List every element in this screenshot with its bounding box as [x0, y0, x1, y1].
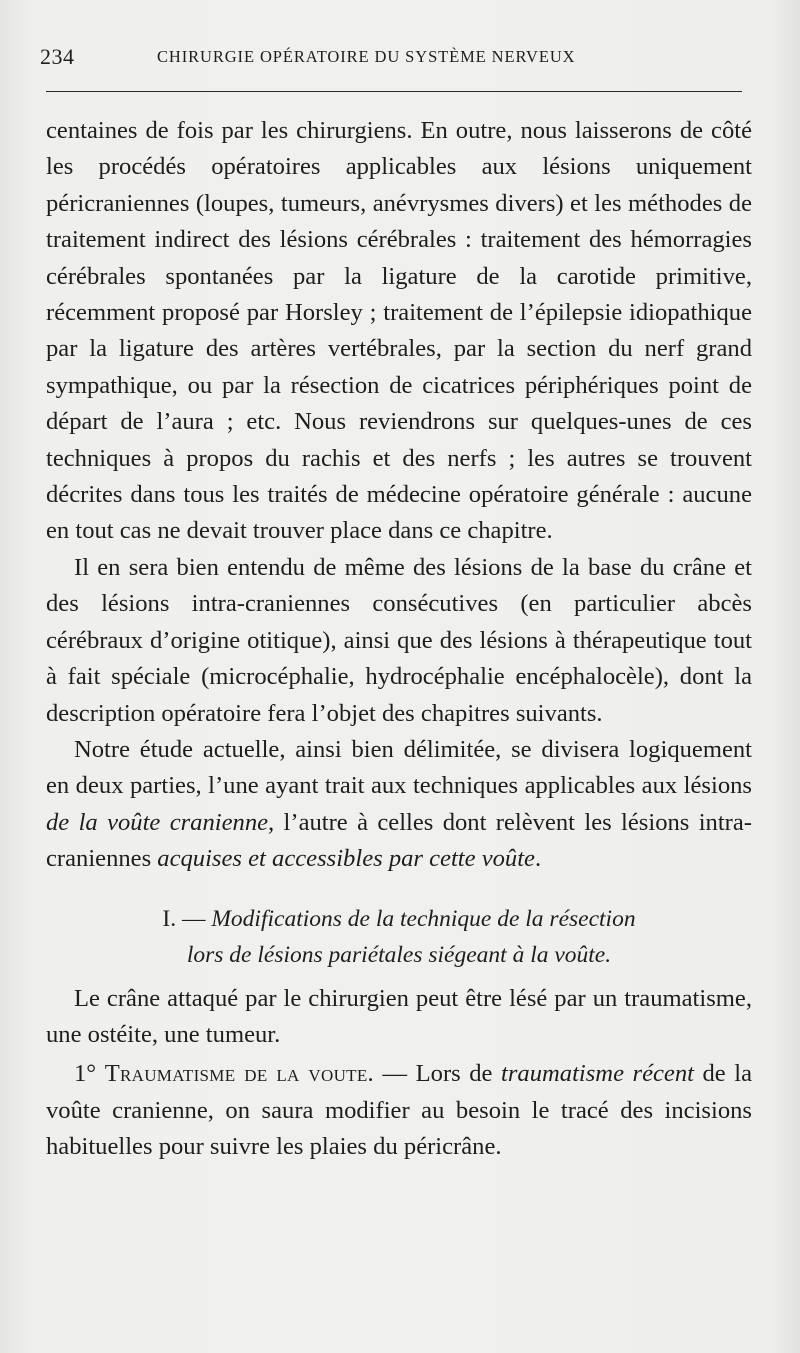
section-numeral: I. —	[162, 905, 206, 932]
paragraph-study-division	[46, 732, 752, 878]
paragraph-study-middle: l’autre à celles dont relèvent les lésions intra-craniennes	[46, 808, 752, 873]
section-heading	[46, 901, 752, 973]
section-title-line-1: Modifications de la technique de la résection	[211, 905, 636, 932]
trauma-text: de la voûte cranienne, on saura modifier au besoin le tracé des incisions habituelles pour suivre les plaies du péricrâne.	[46, 1060, 752, 1161]
italic-acquises-accessibles: acquises et accessibles par cette voûte	[157, 845, 535, 873]
paragraph-skull-lesions: Le crâne attaqué par le chirurgien peut être lésé par un traumatisme, une ostéite, une tumeur.	[46, 984, 752, 1048]
paragraph-study-end: .	[534, 845, 542, 873]
section-title-line-2: lors de lésions pariétales siégeant à la voûte.	[186, 941, 612, 968]
page-header	[40, 38, 750, 78]
header-rule	[46, 91, 742, 92]
trauma-lead: — Lors de	[373, 1060, 502, 1088]
body-text	[46, 113, 752, 1166]
trauma-number: 1°	[74, 1060, 97, 1088]
paragraph-study-lead: Notre étude actuelle, ainsi bien délimitée, se divisera logiquement en deux parties, l’une ayant trait aux techniques applicables aux lésions	[46, 735, 752, 800]
paragraph-trauma	[46, 1056, 752, 1165]
italic-traumatisme-recent: traumatisme récent	[501, 1060, 694, 1088]
trauma-heading: Traumatisme de la voute.	[104, 1060, 374, 1088]
running-title: CHIRURGIE OPÉRATOIRE DU SYSTÈME NERVEUX	[157, 47, 576, 66]
paragraph-continuation: centaines de fois par les chirurgiens. En outre, nous laisserons de côté les procédés opératoires applicables aux lésions uniquement péricraniennes (loupes, tumeurs, anévrysmes divers) et les méthodes de traitement indirect des lésions cérébrales : traitement des hémorragies cérébrales spontanées par la ligature de la carotide primitive, récemment proposé par Horsley ; traitement de l’épilepsie idiopathique par la ligature des artères vertébrales, par la section du nerf grand sympathique, ou par la résection de cicatrices périphériques point de départ de l’aura ; etc. Nous reviendrons sur quelques-unes de ces techniques à propos du rachis et des nerfs ; les autres se trouvent décrites dans tous les traités de médecine opératoire générale : aucune en tout cas ne devait trouver place dans ce chapitre.	[46, 117, 752, 545]
paragraph-base-lesions: Il en sera bien entendu de même des lésions de la base du crâne et des lésions intra-craniennes consécutives (en particulier abcès cérébraux d’origine otitique), ainsi que des lésions à thérapeutique tout à fait spéciale (microcéphalie, hydrocéphalie encéphalocèle), dont la description opératoire fera l’objet des chapitres suivants.	[46, 553, 752, 727]
page-number: 234	[40, 44, 75, 69]
italic-voute-cranienne: de la voûte cranienne,	[46, 808, 275, 836]
